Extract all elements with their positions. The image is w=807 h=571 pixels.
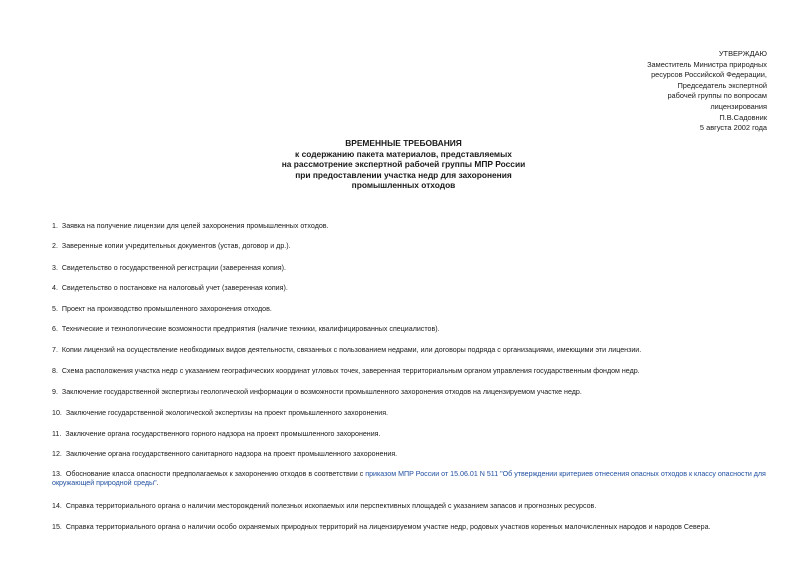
list-item xyxy=(52,450,777,459)
title-line: промышленных отходов xyxy=(351,180,456,191)
item-text: Заверенные копии учредительных документов (устав, договор и др.). xyxy=(61,242,291,250)
list-item xyxy=(52,222,777,231)
list-item xyxy=(52,264,777,273)
list-item xyxy=(52,242,777,251)
list-item xyxy=(52,430,777,439)
item-text: Свидетельство о государственной регистрации (заверенная копия). xyxy=(61,264,286,272)
item-text: Схема расположения участка недр с указанием географических координат угловых точек, заверенная территориальным органом управления государственным фондом недр. xyxy=(61,367,640,375)
item-text: Заключение государственной экспертизы геологической информации о возможности промышленного захоронения отходов на лицензируемом участке недр. xyxy=(61,388,582,396)
item-number: 15. xyxy=(52,523,62,531)
list-item xyxy=(52,523,777,532)
list-item xyxy=(52,502,777,511)
item-number: 8. xyxy=(52,367,58,375)
item-text: Проект на производство промышленного захоронения отходов. xyxy=(61,305,272,313)
approval-date: 5 августа 2002 года xyxy=(699,123,767,133)
item-text: Свидетельство о постановке на налоговый учет (заверенная копия). xyxy=(61,284,288,292)
approval-line: ресурсов Российской Федерации, xyxy=(651,70,767,80)
list-item xyxy=(52,325,777,334)
title-line: к содержанию пакета материалов, представляемых xyxy=(295,148,512,159)
list-item xyxy=(52,409,777,418)
item-number: 4. xyxy=(52,284,58,292)
approval-block xyxy=(647,49,767,134)
item-text: Обоснование класса опасности предполагаемых к захоронению отходов в соответствии с xyxy=(65,470,366,478)
item-number: 3. xyxy=(52,264,58,272)
item-text: Копии лицензий на осуществление необходимых видов деятельности, связанных с пользованием недрами, или договоры подряда с организациями, имеющими эти лицензии. xyxy=(61,346,642,354)
item-text: Справка территориального органа о наличии месторождений полезных ископаемых или перспективных площадей с указанием запасов и прогнозных ресурсов. xyxy=(65,502,597,510)
approval-heading: УТВЕРЖДАЮ xyxy=(718,49,767,58)
list-item xyxy=(52,470,777,488)
item-text: Заключение государственной экологической экспертизы на проект промышленного захоронения. xyxy=(65,409,389,417)
list-item xyxy=(52,284,777,293)
approval-line: Заместитель Министра природных xyxy=(647,59,767,69)
title-line: на рассмотрение экспертной рабочей группы МПР России xyxy=(281,159,526,170)
approval-line: лицензирования xyxy=(710,101,767,111)
item-number: 11. xyxy=(52,430,62,438)
item-text: . xyxy=(156,479,159,487)
item-number: 7. xyxy=(52,346,58,354)
approval-line: рабочей группы по вопросам xyxy=(667,91,767,101)
item-number: 10. xyxy=(52,409,62,417)
item-text: Справка территориального органа о наличии особо охраняемых природных территорий на лицензируемом участке недр, родовых участков коренных малочисленных народов и народов Севера. xyxy=(65,523,711,531)
item-number: 14. xyxy=(52,502,62,510)
item-number: 12. xyxy=(52,450,62,458)
approval-signatory: П.В.Садовник xyxy=(719,112,767,122)
list-item xyxy=(52,305,777,314)
list-item xyxy=(52,346,777,355)
item-text: Заявка на получение лицензии для целей захоронения промышленных отходов. xyxy=(61,222,329,230)
item-text: Заключение органа государственного санитарного надзора на проект промышленного захоронения. xyxy=(65,450,398,458)
item-number: 2. xyxy=(52,242,58,250)
title-main: ВРЕМЕННЫЕ ТРЕБОВАНИЯ xyxy=(345,138,462,148)
item-number: 1. xyxy=(52,222,58,230)
approval-line: Председатель экспертной xyxy=(677,80,767,90)
title-line: при предоставлении участка недр для захоронения xyxy=(295,169,512,180)
item-number: 13. xyxy=(52,470,62,478)
item-text: Технические и технологические возможности предприятия (наличие техники, квалифицированных специалистов). xyxy=(61,325,440,333)
document-title xyxy=(0,138,807,191)
item-number: 9. xyxy=(52,388,58,396)
list-item xyxy=(52,367,777,376)
order-link[interactable]: приказом МПР России от 15.06.01 N 511 "Об утверждении критериев отнесения опасных отходов к классу опасности для окружающей природной среды" xyxy=(52,470,766,487)
list-item xyxy=(52,388,777,397)
item-number: 5. xyxy=(52,305,58,313)
item-text: Заключение органа государственного горного надзора на проект промышленного захоронения. xyxy=(65,430,381,438)
item-number: 6. xyxy=(52,325,58,333)
